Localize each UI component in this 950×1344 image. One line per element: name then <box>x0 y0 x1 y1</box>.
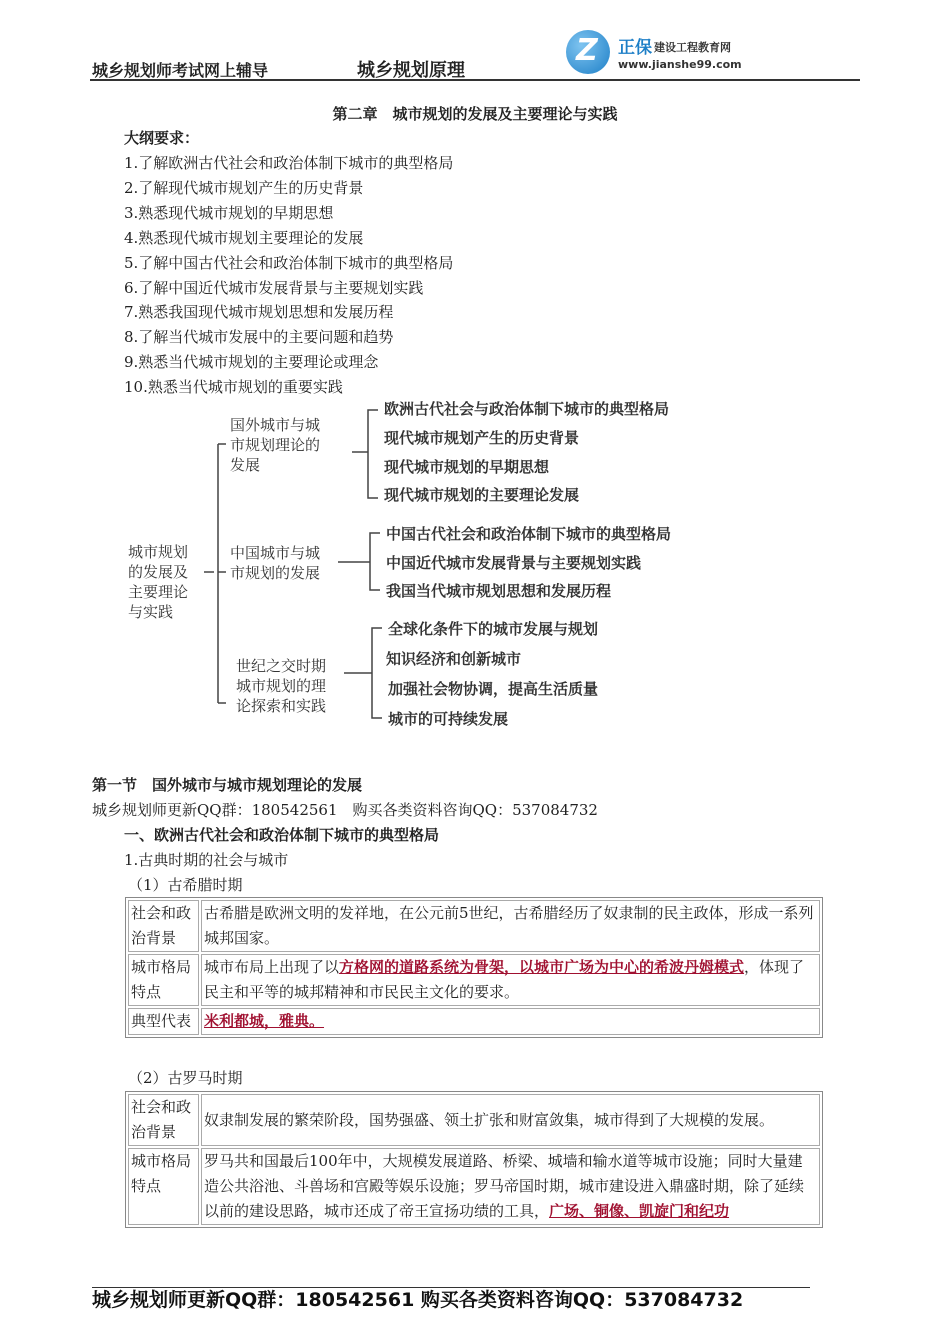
mindmap-branch-china <box>230 543 320 583</box>
row-value <box>201 1008 820 1035</box>
subsection-subheading: 1.古典时期的社会与城市 <box>124 851 289 869</box>
table-row <box>128 1094 820 1146</box>
table-row <box>128 900 820 952</box>
mindmap-branch-line: 论探索和实践 <box>236 697 327 715</box>
greece-info-table <box>125 897 823 1038</box>
logo-url: www.jianshe99.com <box>618 58 742 71</box>
chapter-title: 第二章 城市规划的发展及主要理论与实践 <box>332 105 618 123</box>
header-subject-title: 城乡规划原理 <box>357 60 465 81</box>
subsection-heading: 一、欧洲古代社会和政治体制下城市的典型格局 <box>124 826 440 844</box>
mindmap-branch-line: 国外城市与城 <box>230 416 321 434</box>
header-left-title: 城乡规划师考试网上辅导 <box>92 61 269 80</box>
logo-mark: Z <box>576 33 598 68</box>
outline-item: 6.了解中国近代城市发展背景与主要规划实践 <box>124 279 424 297</box>
footer-contact: 城乡规划师更新QQ群：180542561 购买各类资料咨询QQ：537084732 <box>92 1289 744 1311</box>
mindmap-root <box>128 542 188 622</box>
mindmap-leaf: 城市的可持续发展 <box>388 710 509 728</box>
mindmap-root-line: 城市规划 <box>128 543 189 561</box>
mindmap-leaf: 我国当代城市规划思想和发展历程 <box>386 582 612 600</box>
highlighted-text: 广场、铜像、凯旋门和纪功 <box>549 1202 730 1220</box>
row-key: 城市格局特点 <box>128 1148 199 1225</box>
rome-info-table <box>125 1091 823 1228</box>
outline-item: 1.了解欧洲古代社会和政治体制下城市的典型格局 <box>124 154 454 172</box>
mindmap-leaf: 现代城市规划的主要理论发展 <box>384 486 580 504</box>
mindmap-root-line: 的发展及 <box>128 563 189 581</box>
outline-item: 7.熟悉我国现代城市规划思想和发展历程 <box>124 303 394 321</box>
highlighted-text: 方格网的道路系统为骨架，以城市广场为中心的希波丹姆模式 <box>339 958 745 976</box>
row-value <box>201 1148 820 1225</box>
rome-period-label: （2）古罗马时期 <box>128 1069 243 1087</box>
mindmap-root-line: 与实践 <box>128 603 174 621</box>
logo-subtitle: 建设工程教育网 <box>654 41 731 54</box>
mindmap-branch-foreign <box>230 415 320 475</box>
mindmap-branch-line: 中国城市与城 <box>230 544 321 562</box>
mindmap-branch-line: 世纪之交时期 <box>236 657 327 675</box>
row-key: 城市格局特点 <box>128 954 199 1006</box>
mindmap-leaf: 全球化条件下的城市发展与规划 <box>388 620 599 638</box>
row-value: 古希腊是欧洲文明的发祥地，在公元前5世纪，古希腊经历了奴隶制的民主政体，形成一系列城邦国家。 <box>201 900 820 952</box>
table-row <box>128 954 820 1006</box>
mindmap-root-line: 主要理论 <box>128 583 189 601</box>
outline-item: 3.熟悉现代城市规划的早期思想 <box>124 204 334 222</box>
section-title: 第一节 国外城市与城市规划理论的发展 <box>92 776 363 794</box>
outline-item: 8.了解当代城市发展中的主要问题和趋势 <box>124 328 394 346</box>
row-value <box>201 954 820 1006</box>
mindmap-branch-line: 城市规划的理 <box>236 677 327 695</box>
outline-item: 4.熟悉现代城市规划主要理论的发展 <box>124 229 364 247</box>
mindmap-branch-line: 市规划的发展 <box>230 564 321 582</box>
mindmap-branch-turn-of-century <box>236 656 326 716</box>
row-value: 奴隶制发展的繁荣阶段，国势强盛、领土扩张和财富敛集，城市得到了大规模的发展。 <box>201 1094 820 1146</box>
outline-item: 9.熟悉当代城市规划的主要理论或理念 <box>124 353 379 371</box>
row-key: 社会和政治背景 <box>128 900 199 952</box>
logo-brand: 正保 <box>618 38 652 58</box>
qq-contact-line: 城乡规划师更新QQ群：180542561 购买各类资料咨询QQ：537084732 <box>92 801 598 819</box>
mindmap-leaf: 中国近代城市发展背景与主要规划实践 <box>386 554 642 572</box>
mindmap-leaf: 现代城市规划的早期思想 <box>384 458 550 476</box>
mindmap-branch-line: 发展 <box>230 456 261 474</box>
row-text: ，体现了民主和平等的城邦精神和市民民主文化的要求。 <box>204 958 805 1001</box>
outline-item: 5.了解中国古代社会和政治体制下城市的典型格局 <box>124 254 454 272</box>
mindmap-leaf: 加强社会物协调，提高生活质量 <box>388 680 599 698</box>
mindmap-leaf: 欧洲古代社会与政治体制下城市的典型格局 <box>384 400 670 418</box>
table-row <box>128 1008 820 1035</box>
table-row <box>128 1148 820 1225</box>
outline-title: 大纲要求： <box>124 129 200 147</box>
mindmap-leaf: 现代城市规划产生的历史背景 <box>384 429 580 447</box>
outline-item: 2.了解现代城市规划产生的历史背景 <box>124 179 364 197</box>
outline-item: 10.熟悉当代城市规划的重要实践 <box>124 378 343 396</box>
greece-period-label: （1）古希腊时期 <box>128 876 243 894</box>
row-text: 罗马共和国最后100年中，大规模发展道路、桥梁、城墙和输水道等城市设施；同时大量建造公共浴池、斗兽场和宫殿等娱乐设施；罗马帝国时期，城市建设进入鼎盛时期，除了延续以前的建设思路，城市还成了帝王宣扬功绩的工具， <box>204 1152 805 1220</box>
row-key: 社会和政治背景 <box>128 1094 199 1146</box>
row-text: 城市布局上出现了以 <box>204 958 340 976</box>
row-key: 典型代表 <box>128 1008 199 1035</box>
mindmap-branch-line: 市规划理论的 <box>230 436 321 454</box>
highlighted-text: 米利都城，雅典。 <box>204 1012 325 1030</box>
mindmap-leaf: 中国古代社会和政治体制下城市的典型格局 <box>386 525 672 543</box>
mindmap-leaf: 知识经济和创新城市 <box>386 650 522 668</box>
